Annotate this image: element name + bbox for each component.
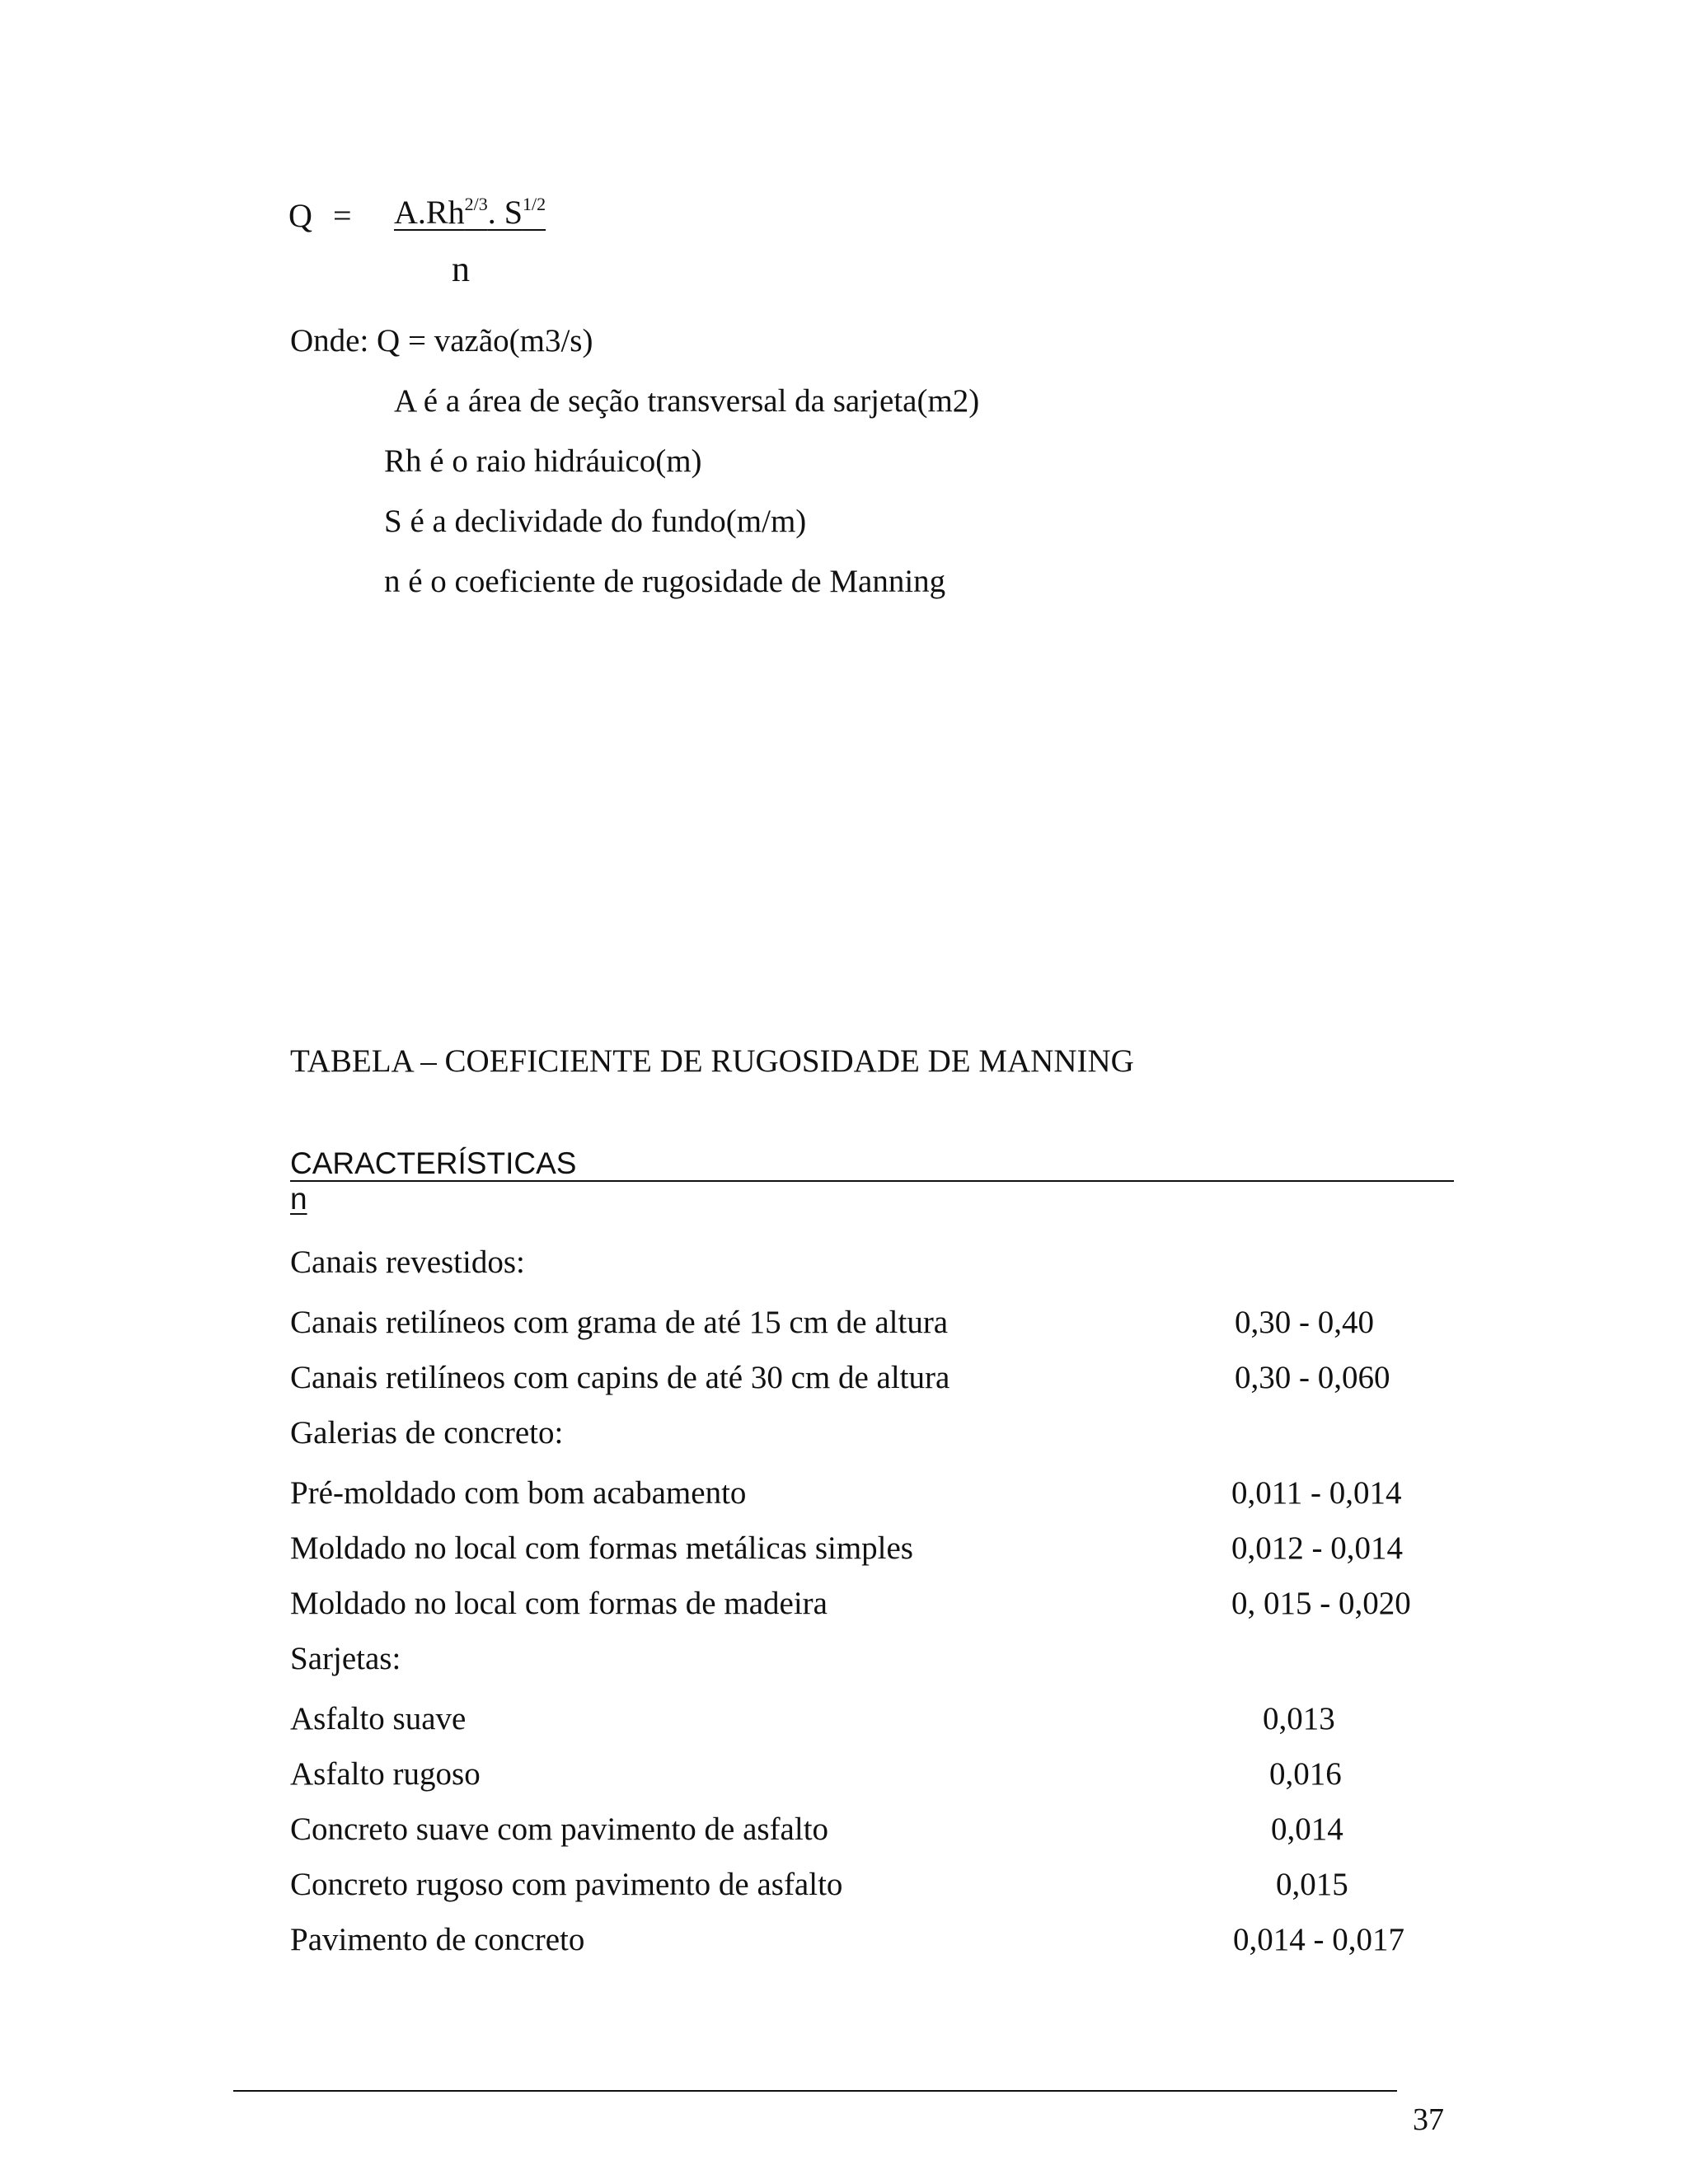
table-row-label: Moldado no local com formas de madeira	[290, 1586, 828, 1621]
definition-area: A é a área de seção transversal da sarjeta(m2)	[394, 383, 980, 419]
table-header-n: n	[290, 1182, 307, 1216]
table-row-value: 0, 015 - 0,020	[1231, 1586, 1411, 1621]
table-row-label: Canais revestidos:	[290, 1244, 525, 1280]
definition-slope: S é a declividade do fundo(m/m)	[384, 504, 807, 539]
table-row-value: 0,014	[1271, 1811, 1343, 1847]
table-row-label: Asfalto rugoso	[290, 1756, 481, 1792]
table-row-value: 0,014 - 0,017	[1233, 1922, 1404, 1957]
table-row-value: 0,011 - 0,014	[1231, 1475, 1402, 1511]
formula-equals: =	[333, 197, 352, 234]
table-row-value: 0,30 - 0,40	[1235, 1305, 1374, 1340]
table-row-value: 0,016	[1269, 1756, 1342, 1792]
formula-exponent-s: 1/2	[522, 194, 546, 214]
table-row-label: Galerias de concreto:	[290, 1415, 564, 1451]
table-row-label: Pavimento de concreto	[290, 1922, 585, 1957]
table-row-label: Moldado no local com formas metálicas simples	[290, 1530, 913, 1566]
footer-rule	[233, 2090, 1397, 2092]
definition-rh: Rh é o raio hidráuico(m)	[384, 443, 702, 479]
table-row-value: 0,013	[1263, 1701, 1335, 1736]
table-row-label: Canais retilíneos com grama de até 15 cm de altura	[290, 1305, 949, 1340]
table-row-label: Canais retilíneos com capins de até 30 cm de altura	[290, 1360, 950, 1395]
definition-manning-n: n é o coeficiente de rugosidade de Manning	[384, 564, 946, 599]
table-row-label: Sarjetas:	[290, 1641, 401, 1676]
table-row-value: 0,012 - 0,014	[1231, 1530, 1403, 1566]
table-header-characteristics: CARACTERÍSTICAS	[290, 1148, 1454, 1182]
table-row-label: Concreto suave com pavimento de asfalto	[290, 1811, 829, 1847]
page-number: 37	[1413, 2102, 1444, 2137]
table-row-value: 0,015	[1276, 1867, 1348, 1902]
formula-numerator-mid: . S	[487, 194, 523, 231]
formula-denominator: n	[452, 249, 470, 289]
table-row-value: 0,30 - 0,060	[1235, 1360, 1390, 1395]
table-title: TABELA – COEFICIENTE DE RUGOSIDADE DE MANNING	[290, 1043, 1134, 1079]
table-row-label: Concreto rugoso com pavimento de asfalto	[290, 1867, 843, 1902]
formula-numerator-base: A.Rh	[394, 194, 465, 231]
definition-onde: Onde: Q = vazão(m3/s)	[290, 323, 593, 359]
formula-lhs: Q	[288, 197, 312, 234]
table-row-label: Pré-moldado com bom acabamento	[290, 1475, 747, 1511]
formula-numerator	[394, 196, 546, 229]
table-row-label: Asfalto suave	[290, 1701, 467, 1736]
formula-exponent-rh: 2/3	[464, 194, 488, 214]
